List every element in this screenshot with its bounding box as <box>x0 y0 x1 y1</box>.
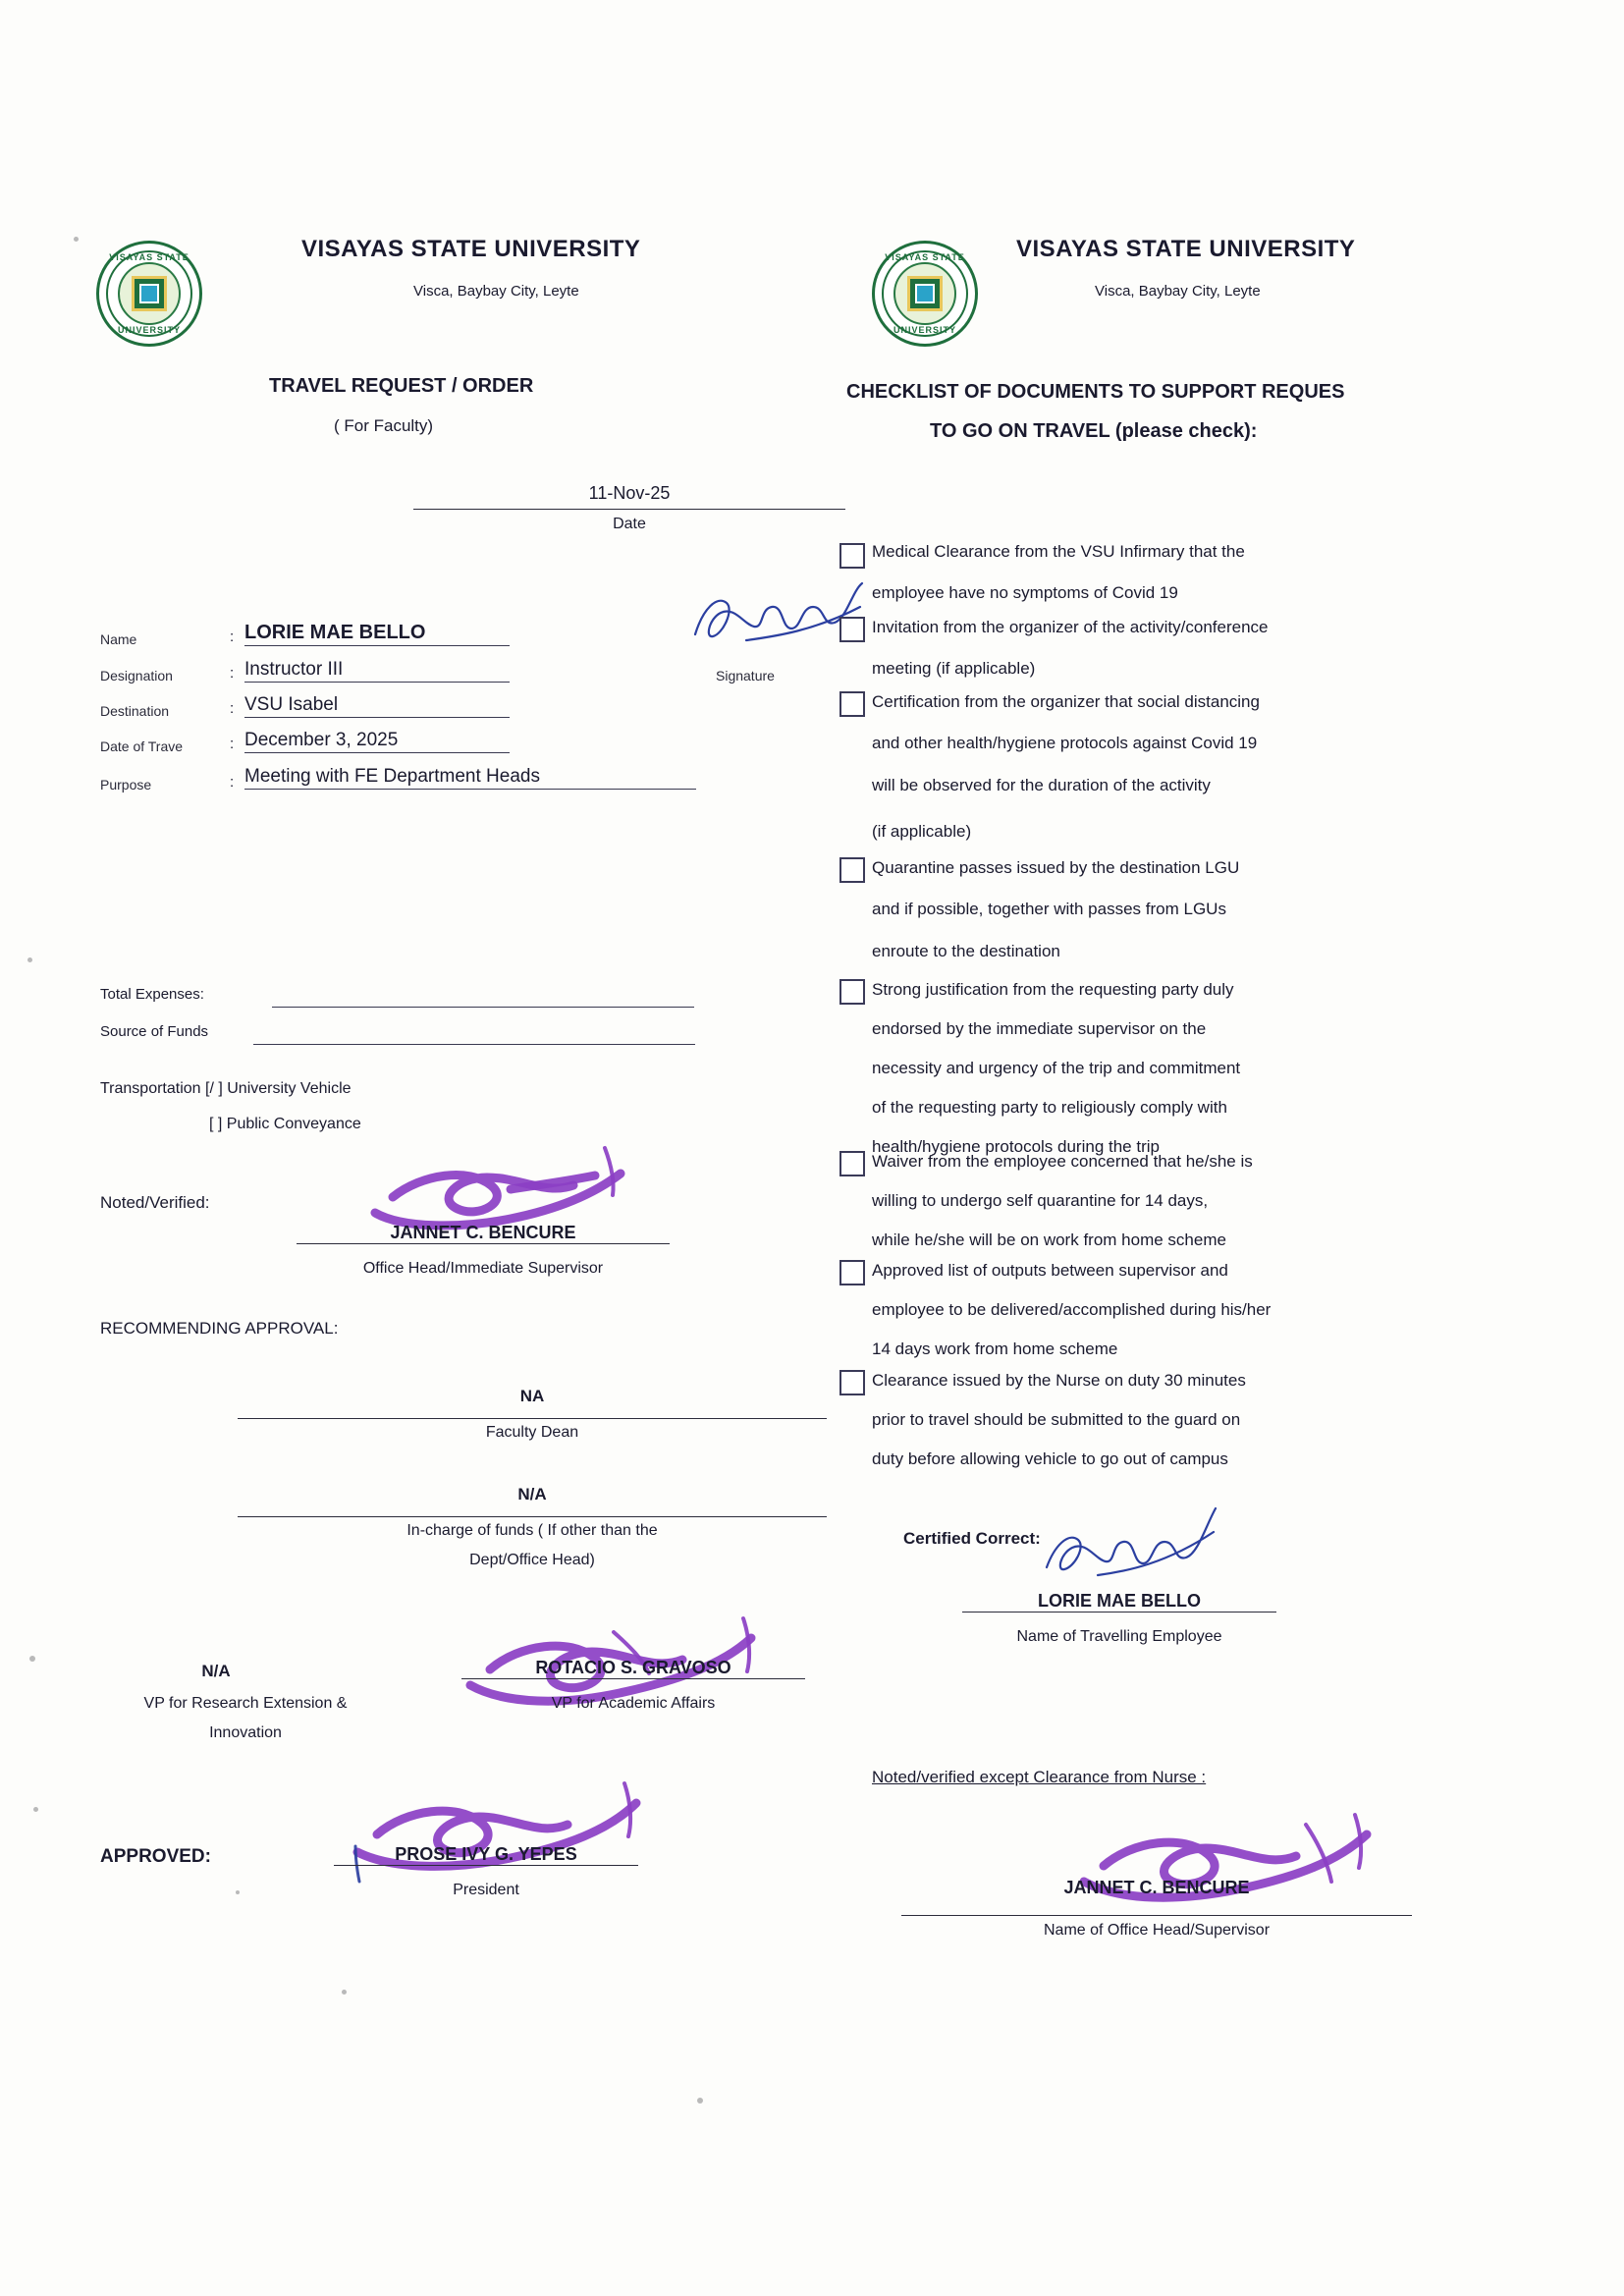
checklist-text: endorsed by the immediate supervisor on the <box>872 1019 1207 1038</box>
field-value-date-of-travel: December 3, 2025 <box>244 730 510 753</box>
certified-correct-label: Certified Correct: <box>903 1529 1041 1548</box>
checklist-text: Invitation from the organizer of the activity/conference <box>872 618 1269 636</box>
checklist-checkbox-approved-outputs[interactable] <box>839 1260 865 1285</box>
scan-speck <box>697 2098 703 2104</box>
left-university-address: Visca, Baybay City, Leyte <box>413 283 579 300</box>
vp-academic-name: ROTACIO S. GRAVOSO <box>461 1658 805 1679</box>
checklist-text: Quarantine passes issued by the destination LGU <box>872 858 1240 877</box>
scan-speck <box>236 1890 240 1894</box>
seal-core-inner <box>139 284 159 303</box>
faculty-dean-value: NA <box>519 1387 545 1405</box>
checklist-text: 14 days work from home scheme <box>872 1339 1118 1358</box>
approved-label: APPROVED: <box>100 1846 211 1867</box>
field-label-designation: Designation <box>100 668 173 683</box>
office-head-role: Name of Office Head/Supervisor <box>1043 1922 1271 1939</box>
incharge-funds-value: N/A <box>517 1485 547 1503</box>
transportation-option-university[interactable]: Transportation [/ ] University Vehicle <box>100 1080 352 1097</box>
field-colon: : <box>230 629 235 645</box>
field-label-destination: Destination <box>100 703 170 719</box>
scan-speck <box>27 957 32 962</box>
signature-label: Signature <box>716 668 775 683</box>
checklist-text: employee to be delivered/accomplished during his/her <box>872 1300 1272 1319</box>
traveller-name: LORIE MAE BELLO <box>962 1591 1276 1613</box>
vp-academic-role: VP for Academic Affairs <box>551 1695 716 1712</box>
office-head-rule <box>901 1915 1412 1916</box>
checklist-text: will be observed for the duration of the activity <box>872 776 1211 794</box>
transportation-option-public[interactable]: [ ] Public Conveyance <box>209 1116 361 1132</box>
checklist-checkbox-strong-justification[interactable] <box>839 979 865 1005</box>
president-role: President <box>453 1882 519 1898</box>
checklist-title-line1: CHECKLIST OF DOCUMENTS TO SUPPORT REQUES <box>846 381 1345 403</box>
incharge-funds-rule <box>238 1516 827 1517</box>
faculty-dean-rule <box>238 1418 827 1419</box>
noted-verified-label: Noted/Verified: <box>100 1193 210 1212</box>
checklist-text: Certification from the organizer that social distancing <box>872 692 1260 711</box>
scan-speck <box>74 237 79 242</box>
noted-except-label: Noted/verified except Clearance from Nurse : <box>872 1768 1207 1786</box>
field-label-date-of-travel: Date of Trave <box>100 738 184 754</box>
total-expenses-line <box>272 1007 694 1008</box>
seal-text-bottom: UNIVERSITY <box>893 325 956 335</box>
checklist-checkbox-certification[interactable] <box>839 691 865 717</box>
university-seal-left <box>96 241 202 347</box>
total-expenses-label: Total Expenses: <box>100 986 204 1003</box>
scan-speck <box>29 1656 35 1662</box>
checklist-checkbox-invitation[interactable] <box>839 617 865 642</box>
checklist-text: willing to undergo self quarantine for 14 days, <box>872 1191 1209 1210</box>
field-label-purpose: Purpose <box>100 777 152 793</box>
checklist-text: Medical Clearance from the VSU Infirmary that the <box>872 542 1245 561</box>
checklist-text: (if applicable) <box>872 822 972 841</box>
checklist-text: Approved list of outputs between supervisor and <box>872 1261 1228 1280</box>
checklist-text: Strong justification from the requesting party duly <box>872 980 1234 999</box>
recommending-approval-label: RECOMMENDING APPROVAL: <box>100 1319 339 1338</box>
president-name: PROSE IVY G. YEPES <box>334 1844 638 1866</box>
office-head-signature <box>1070 1807 1384 1920</box>
field-colon: : <box>230 736 235 752</box>
field-value-name: LORIE MAE BELLO <box>244 622 510 646</box>
vp-research-role-line2: Innovation <box>209 1724 282 1741</box>
seal-text-bottom: UNIVERSITY <box>117 325 181 335</box>
checklist-text: of the requesting party to religiously comply with <box>872 1098 1227 1117</box>
source-of-funds-label: Source of Funds <box>100 1023 209 1040</box>
left-university-name: VISAYAS STATE UNIVERSITY <box>301 236 641 262</box>
seal-core-inner <box>915 284 935 303</box>
seal-text-top: VISAYAS STATE <box>109 252 189 262</box>
checklist-text: necessity and urgency of the trip and commitment <box>872 1059 1241 1077</box>
checklist-text: duty before allowing vehicle to go out of campus <box>872 1449 1228 1468</box>
checklist-text: prior to travel should be submitted to the guard on <box>872 1410 1241 1429</box>
noted-verified-name: JANNET C. BENCURE <box>297 1223 670 1244</box>
vp-research-role-line1: VP for Research Extension & <box>143 1695 348 1712</box>
traveller-signature-bottom <box>1041 1503 1227 1591</box>
field-value-purpose: Meeting with FE Department Heads <box>244 766 696 790</box>
incharge-funds-role-line2: Dept/Office Head) <box>469 1552 595 1568</box>
right-university-address: Visca, Baybay City, Leyte <box>1095 283 1261 300</box>
checklist-checkbox-medical-clearance[interactable] <box>839 543 865 569</box>
scan-speck <box>342 1990 347 1995</box>
field-colon: : <box>230 700 235 717</box>
field-value-designation: Instructor III <box>244 659 510 683</box>
date-value: 11-Nov-25 <box>588 483 671 503</box>
checklist-text: employee have no symptoms of Covid 19 <box>872 583 1178 602</box>
president-signature <box>344 1777 648 1886</box>
date-rule <box>413 509 845 510</box>
right-university-name: VISAYAS STATE UNIVERSITY <box>1016 236 1356 262</box>
checklist-text: and if possible, together with passes from LGUs <box>872 900 1226 918</box>
checklist-text: meeting (if applicable) <box>872 659 1036 678</box>
field-colon: : <box>230 665 235 682</box>
source-of-funds-line <box>253 1044 695 1045</box>
checklist-text: health/hygiene protocols during the trip <box>872 1137 1160 1156</box>
university-seal-right <box>872 241 978 347</box>
scan-speck <box>33 1807 38 1812</box>
checklist-text: and other health/hygiene protocols against Covid 19 <box>872 734 1258 752</box>
checklist-text: enroute to the destination <box>872 942 1060 960</box>
field-colon: : <box>230 774 235 791</box>
checklist-text: Waiver from the employee concerned that he/she is <box>872 1152 1253 1171</box>
vp-research-value: N/A <box>201 1662 231 1680</box>
checklist-title-line2: TO GO ON TRAVEL (please check): <box>930 420 1258 442</box>
faculty-dean-role: Faculty Dean <box>485 1424 579 1441</box>
left-form-subtitle: ( For Faculty) <box>334 416 434 435</box>
seal-text-top: VISAYAS STATE <box>885 252 965 262</box>
checklist-checkbox-waiver[interactable] <box>839 1151 865 1176</box>
checklist-checkbox-quarantine-passes[interactable] <box>839 857 865 883</box>
traveller-role: Name of Travelling Employee <box>1016 1628 1222 1645</box>
field-label-name: Name <box>100 631 137 647</box>
field-value-destination: VSU Isabel <box>244 694 510 718</box>
checklist-text: while he/she will be on work from home scheme <box>872 1230 1226 1249</box>
incharge-funds-role-line1: In-charge of funds ( If other than the <box>406 1522 658 1539</box>
checklist-checkbox-nurse-clearance[interactable] <box>839 1370 865 1395</box>
checklist-text: Clearance issued by the Nurse on duty 30 minutes <box>872 1371 1246 1390</box>
office-head-name: JANNET C. BENCURE <box>1063 1878 1250 1897</box>
date-label: Date <box>613 516 646 532</box>
left-form-title: TRAVEL REQUEST / ORDER <box>269 375 534 397</box>
noted-verified-role: Office Head/Immediate Supervisor <box>362 1260 604 1277</box>
